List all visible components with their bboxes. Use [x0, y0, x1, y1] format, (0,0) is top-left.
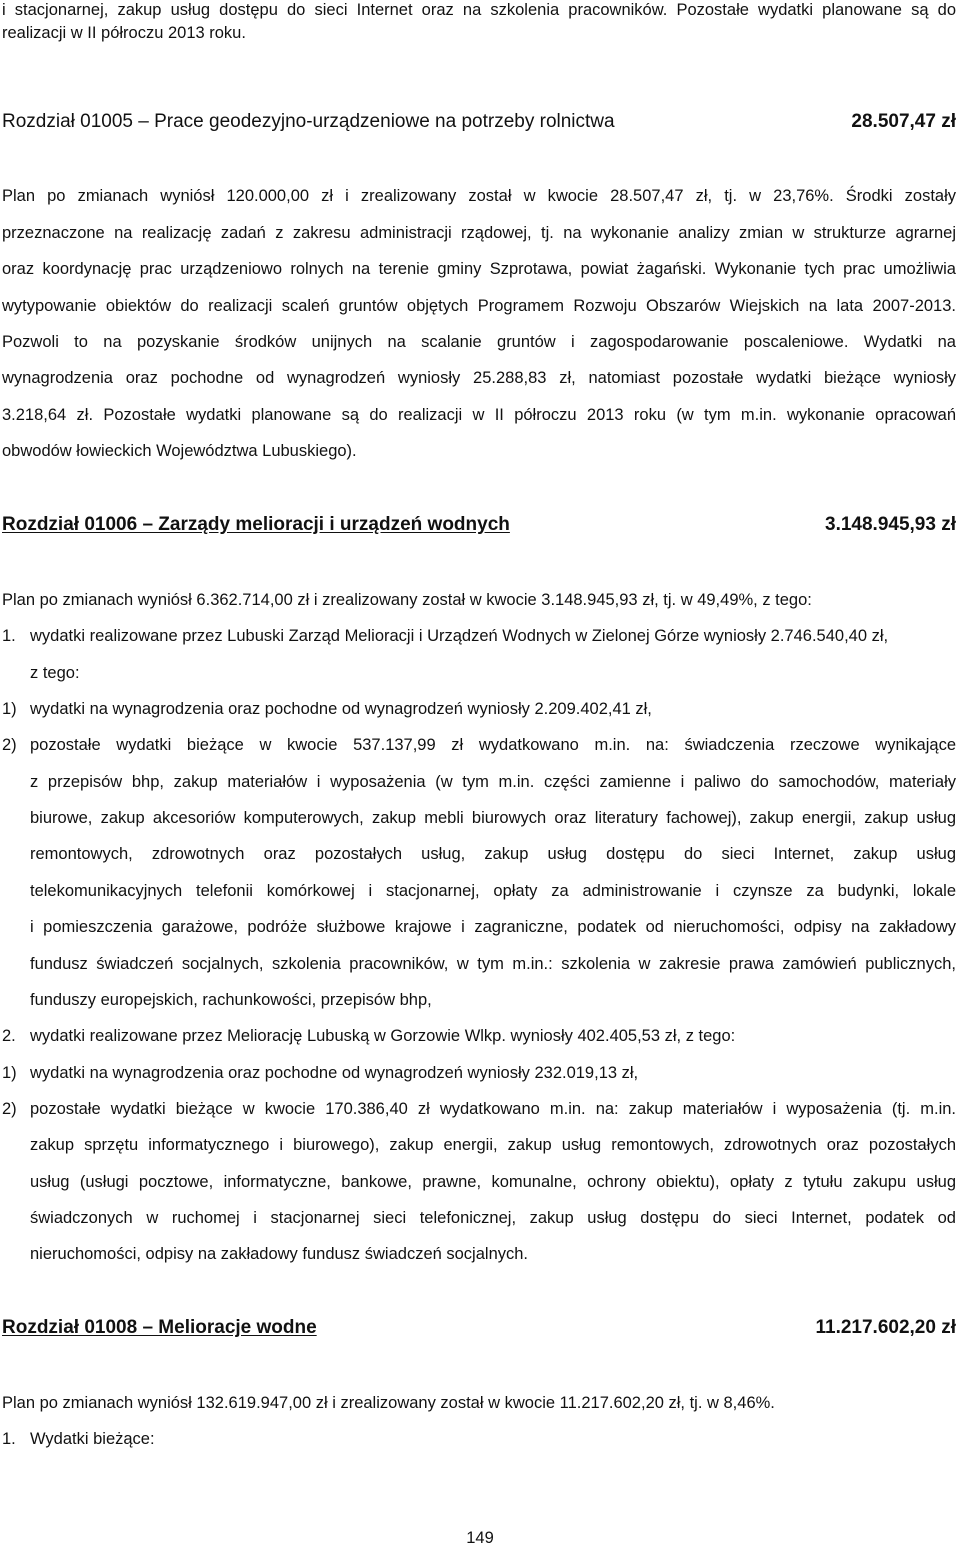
section-amount: 3.148.945,93 zł [825, 514, 956, 535]
list-text: Wydatki bieżące: [30, 1430, 155, 1448]
list-text-continued: funduszy europejskich, rachunkowości, przepisów bhp, [30, 991, 432, 1009]
list-text: wydatki na wynagrodzenia oraz pochodne od wynagrodzeń wyniosły 232.019,13 zł, [30, 1064, 639, 1082]
paragraph-line: 3.218,64 zł. Pozostałe wydatki planowane są do realizacji w II półroczu 2013 roku (w tym m.in. wykonanie opracowań [2, 406, 956, 424]
page-number: 149 [466, 1529, 494, 1547]
list-text-continued: z tego: [30, 664, 80, 682]
list-item [2, 1097, 956, 1121]
list-text-continued: świadczonych w ruchomej i stacjonarnej sieci telefonicznej, zakup usług dostępu do sieci Internet, podatek od [30, 1209, 956, 1227]
list-text-continued: i pomieszczenia garażowe, podróże służbowe krajowe i zagraniczne, podatek od nieruchomości, odpisy na zakładowy [30, 918, 956, 936]
list-item [2, 1024, 956, 1048]
paragraph-line: wytypowanie obiektów do realizacji scaleń gruntów objętych Programem Rozwoju Obszarów Wiejskich na lata 2007-2013. [2, 297, 956, 315]
plan-line: Plan po zmianach wyniósł 132.619.947,00 zł i zrealizowany został w kwocie 11.217.602,20 zł, tj. w 8,46%. [2, 1394, 775, 1412]
paragraph-line: obwodów łowieckich Województwa Lubuskiego). [2, 442, 357, 460]
list-text: pozostałe wydatki bieżące w kwocie 170.386,40 zł wydatkowano m.in. na: zakup materiałów i wyposażenia (tj. m.in. [30, 1100, 956, 1118]
paragraph-line: realizacji w II półroczu 2013 roku. [2, 24, 246, 42]
list-text-continued: usług (usługi pocztowe, informatyczne, bankowe, prawne, komunalne, ochrony obiektu), opłaty z tytułu zakupu usług [30, 1173, 956, 1191]
list-number: 2. [2, 1027, 16, 1045]
list-number: 1. [2, 627, 16, 645]
list-text-continued: remontowych, zdrowotnych oraz pozostałych usług, zakup usług dostępu do sieci Internet, zakup usług [30, 845, 956, 863]
list-item [2, 733, 956, 757]
list-item [2, 1427, 956, 1451]
paragraph-line: przeznaczone na realizację zadań z zakresu administracji rządowej, tj. na wykonanie analizy zmian w strukturze agrarnej [2, 224, 956, 242]
list-number: 1) [2, 1064, 17, 1082]
list-item [2, 1061, 956, 1085]
paragraph-line: wynagrodzenia oraz pochodne od wynagrodzeń wyniosły 25.288,83 zł, natomiast pozostałe wydatki bieżące wyniosły [2, 369, 956, 387]
list-text-continued: z przepisów bhp, zakup materiałów i wyposażenia (w tym m.in. części zamienne i paliwo do samochodów, materiały [30, 773, 956, 791]
list-text-continued: fundusz świadczeń socjalnych, szkolenia pracowników, w tym m.in.: szkolenia w zakresie prawa zamówień publicznych, [30, 955, 956, 973]
section-title: Rozdział 01005 – Prace geodezyjno-urządzeniowe na potrzeby rolnictwa [2, 111, 615, 132]
list-text-continued: zakup sprzętu informatycznego i biurowego), zakup energii, zakup usług remontowych, zdrowotnych oraz pozostałych [30, 1136, 956, 1154]
section-heading-01005 [2, 108, 956, 136]
list-text-continued: telekomunikacyjnych telefonii komórkowej i stacjonarnej, opłaty za administrowanie i czynsze za budynki, lokale [30, 882, 956, 900]
list-number: 2) [2, 1100, 17, 1118]
list-text-continued: nieruchomości, odpisy na zakładowy fundusz świadczeń socjalnych. [30, 1245, 529, 1263]
section-amount: 28.507,47 zł [851, 111, 956, 132]
section-amount: 11.217.602,20 zł [815, 1317, 956, 1338]
section-title: Rozdział 01006 – Zarządy melioracji i urządzeń wodnych [2, 514, 510, 535]
list-text: wydatki realizowane przez Lubuski Zarząd Melioracji i Urządzeń Wodnych w Zielonej Górze wyniosły 2.746.540,40 zł, [30, 627, 889, 645]
plan-line: Plan po zmianach wyniósł 6.362.714,00 zł i zrealizowany został w kwocie 3.148.945,93 zł, tj. w 49,49%, z tego: [2, 591, 812, 609]
paragraph-line: oraz koordynację prac urządzeniowo rolnych na terenie gminy Szprotawa, powiat żagański. Wykonanie tych prac umożliwia [2, 260, 956, 278]
paragraph-line: Pozwoli to na pozyskanie środków unijnych na scalanie gruntów i zagospodarowanie poscaleniowe. Wydatki na [2, 333, 956, 351]
paragraph-line: i stacjonarnej, zakup usług dostępu do sieci Internet oraz na szkolenia pracowników. Pozostałe wydatki planowane są do [2, 1, 956, 19]
list-number: 1) [2, 700, 17, 718]
list-number: 2) [2, 736, 17, 754]
section-title: Rozdział 01008 – Melioracje wodne [2, 1317, 317, 1338]
list-text-continued: biurowe, zakup akcesoriów komputerowych, zakup mebli biurowych oraz literatury fachowej), zakup energii, zakup usług [30, 809, 956, 827]
list-text: wydatki na wynagrodzenia oraz pochodne od wynagrodzeń wyniosły 2.209.402,41 zł, [30, 700, 652, 718]
section-heading-01006 [2, 511, 956, 539]
paragraph-line: Plan po zmianach wyniósł 120.000,00 zł i zrealizowany został w kwocie 28.507,47 zł, tj. w 23,76%. Środki zostały [2, 187, 956, 205]
list-item [2, 624, 956, 648]
list-text: pozostałe wydatki bieżące w kwocie 537.137,99 zł wydatkowano m.in. na: świadczenia rzeczowe wynikające [30, 736, 956, 754]
list-text: wydatki realizowane przez Meliorację Lubuską w Gorzowie Wlkp. wyniosły 402.405,53 zł, z tego: [30, 1027, 736, 1045]
list-item [2, 697, 956, 721]
section-heading-01008 [2, 1314, 956, 1342]
list-number: 1. [2, 1430, 16, 1448]
